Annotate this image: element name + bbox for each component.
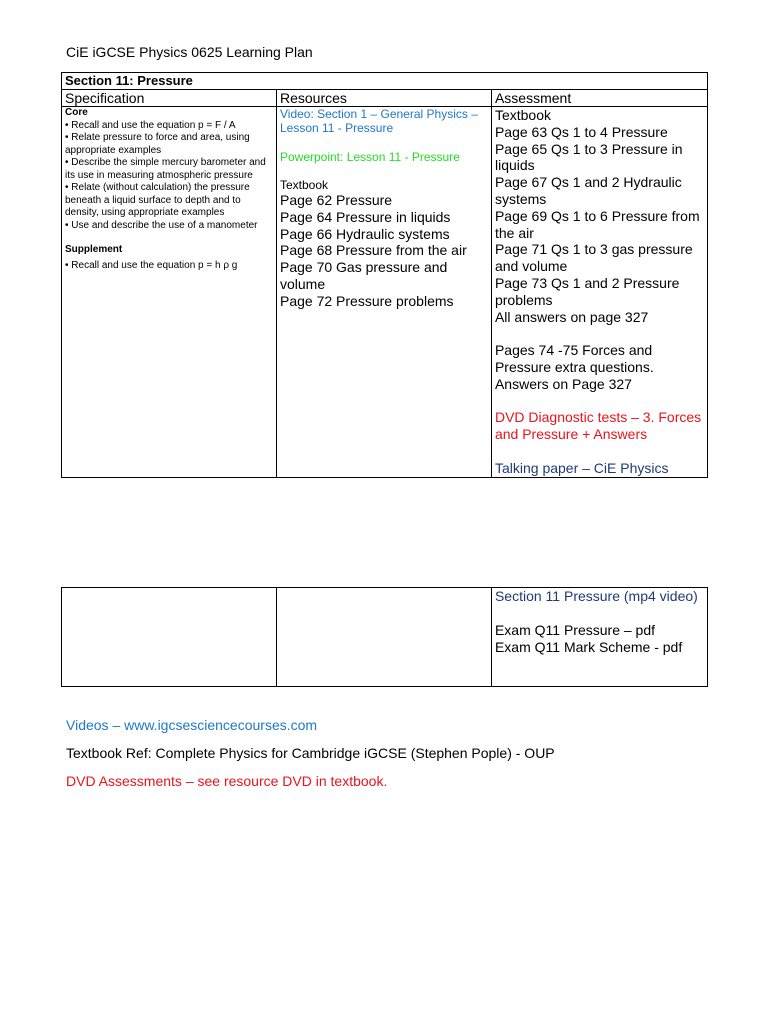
core-heading: Core: [65, 107, 88, 118]
resources-cell: [276, 107, 491, 478]
assessment-line: Textbook: [494, 107, 552, 123]
section-heading: Section 11: Pressure: [62, 73, 708, 90]
learning-plan-table: [61, 72, 708, 478]
spec-bullet: • Recall and use the equation p = F / A: [65, 119, 236, 131]
textbook-page: Page 70 Gas pressure and volume: [279, 259, 448, 292]
textbook-page: Page 62 Pressure: [279, 192, 393, 208]
assessment-cell: [491, 107, 707, 478]
assessment-line: Page 67 Qs 1 and 2 Hydraulic systems: [494, 174, 682, 207]
textbook-page: Page 72 Pressure problems: [279, 292, 454, 309]
specification-cell: [62, 107, 277, 478]
assessment-line: Page 73 Qs 1 and 2 Pressure problems: [494, 274, 680, 308]
assessment-line: Page 63 Qs 1 to 4 Pressure: [494, 123, 668, 140]
continuation-table: [61, 587, 708, 687]
spec-bullet: • Describe the simple mercury barometer and its use in measuring atmospheric pressure: [65, 157, 266, 181]
textbook-label: Textbook: [279, 178, 329, 192]
mp4-video-link[interactable]: Section 11 Pressure (mp4 video): [494, 588, 698, 604]
talking-paper-link[interactable]: Talking paper – CiE Physics: [494, 459, 669, 476]
videos-link[interactable]: Videos – www.igcsesciencecourses.com: [66, 717, 318, 733]
textbook-page: Page 68 Pressure from the air: [279, 242, 467, 259]
dvd-assessments-note: DVD Assessments – see resource DVD in textbook.: [66, 773, 388, 789]
assessment-line: All answers on page 327: [494, 308, 649, 325]
textbook-page: Page 66 Hydraulic systems: [279, 225, 450, 242]
spec-bullet: • Relate (without calculation) the pressure beneath a liquid surface to depth and to density, using appropriate examples: [65, 182, 250, 218]
spec-bullet: • Relate pressure to force and area, using appropriate examples: [65, 132, 250, 156]
textbook-page: Page 64 Pressure in liquids: [279, 208, 451, 225]
video-link[interactable]: Video: Section 1 – General Physics – Lesson 11 - Pressure: [279, 107, 478, 135]
exam-question-pdf[interactable]: Exam Q11 Pressure – pdf: [494, 622, 656, 638]
dvd-diagnostic-tests: DVD Diagnostic tests – 3. Forces and Pressure + Answers: [494, 409, 702, 443]
resources-header: Resources: [276, 90, 491, 107]
assessment-header: Assessment: [491, 90, 707, 107]
extra-questions: Pages 74 -75 Forces and Pressure extra questions. Answers on Page 327: [494, 342, 654, 392]
textbook-reference: Textbook Ref: Complete Physics for Cambridge iGCSE (Stephen Pople) - OUP: [66, 745, 555, 761]
supplement-bullet: • Recall and use the equation p = h ρ g: [65, 259, 238, 271]
spec-bullet: • Use and describe the use of a manometer: [65, 219, 258, 231]
empty-resources-cell: [276, 588, 491, 687]
assessment-line: Page 65 Qs 1 to 3 Pressure in liquids: [494, 140, 683, 174]
supplement-heading: Supplement: [65, 244, 123, 255]
document-title: CiE iGCSE Physics 0625 Learning Plan: [66, 44, 313, 60]
specification-header: Specification: [62, 90, 277, 107]
empty-spec-cell: [62, 588, 277, 687]
powerpoint-link[interactable]: Powerpoint: Lesson 11 - Pressure: [279, 150, 460, 164]
assessment-line: Page 71 Qs 1 to 3 gas pressure and volume: [494, 241, 693, 275]
assessment-line: Page 69 Qs 1 to 6 Pressure from the air: [494, 207, 700, 241]
mark-scheme-pdf[interactable]: Exam Q11 Mark Scheme - pdf: [494, 639, 683, 655]
assessment-continued-cell: [491, 588, 707, 687]
